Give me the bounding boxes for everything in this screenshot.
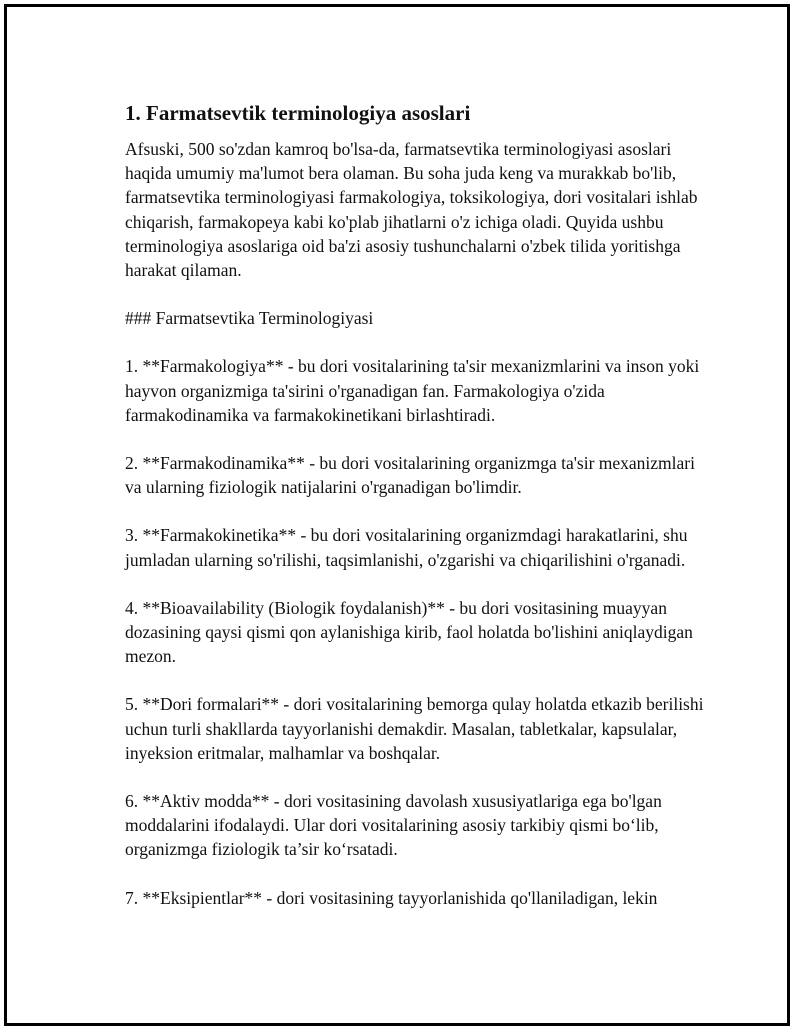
list-item: 4. **Bioavailability (Biologik foydalanish)** - bu dori vositasining muayyan dozasining qaysi qismi qon aylanishiga kirib, faol holatda bo'lishini aniqlaydigan mezon. bbox=[125, 597, 693, 667]
list-item: 6. **Aktiv modda** - dori vositasining davolash xususiyatlariga ega bo'lgan moddalarini ifodalaydi. Ular dori vositalarining asosiy tarkibiy qismi bo‘lib, organizmga fiziologik ta’sir ko‘rsatadi. bbox=[125, 791, 662, 860]
document-body bbox=[125, 99, 705, 910]
intro-paragraph: Afsuski, 500 so'zdan kamroq bo'lsa-da, farmatsevtika terminologiyasi asoslari haqida umumiy ma'lumot bera olaman. Bu soha juda keng va murakkab bo'lib, farmatsevtika terminologiyasi farmakologiya, toksikologiya, dori vositalari ishlab chiqarish, farmakopeya kabi ko'plab jihatlarni o'z ichiga oladi. Quyida ushbu terminologiya asoslariga oid ba'zi asosiy tushunchalarni o'zbek tilida yoritishga harakat qilaman. bbox=[125, 139, 698, 281]
list-item: 5. **Dori formalari** - dori vositalarining bemorga qulay holatda etkazib berilishi uchun turli shakllarda tayyorlanishi demakdir. Masalan, tabletkalar, kapsulalar, inyeksion eritmalar, malhamlar va boshqalar. bbox=[125, 694, 704, 763]
list-item: 1. **Farmakologiya** - bu dori vositalarining ta'sir mexanizmlarini va inson yoki hayvon organizmiga ta'sirini o'rganadigan fan. Farmakologiya o'zida farmakodinamika va farmakokinetikani birlashtiradi. bbox=[125, 356, 700, 425]
page-frame bbox=[4, 4, 790, 1026]
section-heading: ### Farmatsevtika Terminologiyasi bbox=[125, 308, 374, 329]
document-title: 1. Farmatsevtik terminologiya asoslari bbox=[125, 101, 471, 125]
list-item: 7. **Eksipientlar** - dori vositasining tayyorlanishida qo'llaniladigan, lekin bbox=[125, 887, 658, 908]
list-item: 2. **Farmakodinamika** - bu dori vositalarining organizmga ta'sir mexanizmlari va ularning fiziologik natijalarini o'rganadigan bo'limdir. bbox=[125, 453, 695, 498]
list-item: 3. **Farmakokinetika** - bu dori vositalarining organizmdagi harakatlarini, shu jumladan ularning so'rilishi, taqsimlanishi, o'zgarishi va chiqarilishini o'rganadi. bbox=[125, 525, 688, 570]
